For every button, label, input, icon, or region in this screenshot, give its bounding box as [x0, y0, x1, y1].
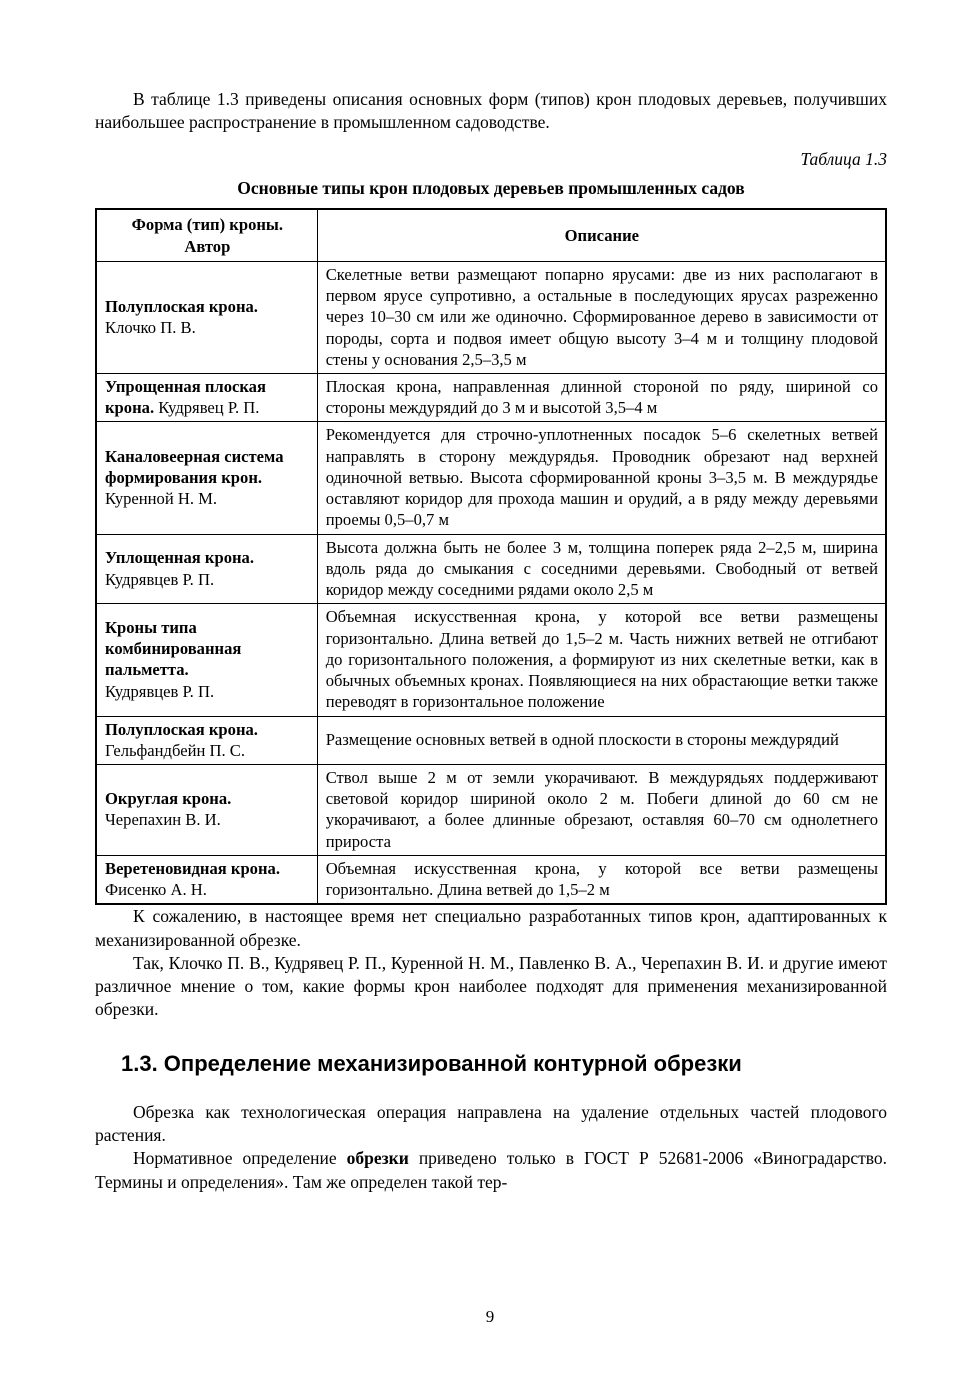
crown-type: Полуплоская крона. [105, 719, 258, 739]
crown-type: Каналовеерная система формирования крон. [105, 446, 284, 487]
crown-type: Веретеновидная крона. [105, 858, 280, 878]
paragraph-pruning-operation: Обрезка как технологическая операция направлена на удаление отдельных частей плодового растения. [95, 1102, 887, 1146]
text-run: приведено только в ГОСТ Р 52681-2006 «Виноградарство. Термины и определения». Там же определен такой тер- [95, 1148, 887, 1192]
text-run: Нормативное определение [133, 1148, 347, 1169]
crown-type: Уплощенная крона. [105, 548, 254, 568]
crown-description: Плоская крона, направленная длинной стороной по ряду, шириной со стороны междурядий до 3 м и высотой 3,5–4 м [317, 374, 886, 422]
crown-author: Черепахин В. И. [105, 810, 221, 830]
crown-type: Кроны типа комбинированная пальметта. [105, 617, 242, 680]
table-row [96, 716, 886, 764]
crown-type-author-cell [96, 716, 317, 764]
crown-type-author-cell [96, 261, 317, 373]
table-row [96, 604, 886, 716]
paragraph-intro: В таблице 1.3 приведены описания основных форм (типов) крон плодовых деревьев, получивших наибольшее распространение в промышленном садоводстве. [95, 89, 887, 133]
crown-type-author-cell [96, 374, 317, 422]
section-heading-1-3: 1.3. Определение механизированной контурной обрезки [121, 1050, 742, 1076]
crown-description: Скелетные ветви размещают попарно ярусами: две из них располагают в первом ярусе супротивно, а остальные в последующих ярусах разреженно через 10–30 см или же одиночно. Сформированное дерево в зависимости от породы, сорта и подвоя имеет общую высоту 3–4 м и толщину плодовой стены у основания 2,5–3,5 м [317, 261, 886, 373]
crown-type: Округлая крона. [105, 789, 232, 809]
crown-author: Фисенко А. Н. [105, 880, 207, 900]
table-row [96, 374, 886, 422]
crown-author: Клочко П. В. [105, 317, 196, 337]
table-body [96, 261, 886, 904]
table-title: Основные типы крон плодовых деревьев промышленных садов [237, 178, 745, 199]
crown-description: Объемная искусственная крона, у которой все ветви размещены горизонтально. Длина ветвей до 1,5–2 м [317, 855, 886, 904]
table-header-form-author [96, 209, 317, 261]
paragraph-gost-definition [95, 1147, 887, 1193]
crown-author: Гельфандбейн П. С. [105, 740, 245, 760]
crown-type-author-cell [96, 422, 317, 534]
paragraph-authors-opinions: Так, Клочко П. В., Кудрявец Р. П., Куренной Н. М., Павленко В. А., Черепахин В. И. и другие имеют различное мнение о том, какие формы крон наиболее подходят для применения механизированной обрезки. [95, 952, 887, 1019]
crown-description: Высота должна быть не более 3 м, толщина поперек ряда 2–2,5 м, ширина вдоль ряда до смыкания с соседними деревьями. Свободный от ветвей коридор между соседними рядами около 2,5 м [317, 534, 886, 604]
crown-author: Кудрявец Р. П. [158, 398, 260, 418]
crown-type: Упрощенная плоская крона. [105, 377, 266, 418]
table-caption-label: Таблица 1.3 [800, 149, 887, 170]
table-row [96, 534, 886, 604]
crown-type-author-cell [96, 604, 317, 716]
table-header [96, 209, 886, 261]
crown-author: Кудрявцев Р. П. [105, 681, 215, 701]
crown-description: Рекомендуется для строчно-уплотненных посадок 5–6 скелетных ветвей направлять в сторону междурядья. Проводник обрезают над верхней одиночной ветвью. Высота сформированной кроны 3–3,5 м. В междурядье оставляют коридор для прохода машин и орудий, а в ряду между деревьями проемы 0,5–0,7 м [317, 422, 886, 534]
crown-description: Объемная искусственная крона, у которой все ветви размещены горизонтально. Длина ветвей до 1,5–2 м. Часть нижних ветвей не отгибают до горизонтального положения, а формируют из них скелетные ветки, как в обычных объемных кронах. Появляющиеся на них обрастающие ветки также переводят в горизонтальное положение [317, 604, 886, 716]
crown-description: Размещение основных ветвей в одной плоскости в стороны междурядий [317, 716, 886, 764]
crown-author: Куренной Н. М. [105, 489, 218, 509]
crown-type-author-cell [96, 534, 317, 604]
header-form-line2: Автор [184, 236, 231, 256]
crown-types-table [95, 208, 887, 905]
crown-type-author-cell [96, 855, 317, 904]
table-header-description: Описание [317, 209, 886, 261]
header-form-line1: Форма (тип) кроны. [131, 215, 284, 235]
crown-description: Ствол выше 2 м от земли укорачивают. В междурядьях поддерживают световой коридор шириной около 2 м. Побеги длиной до 60 см не укорачивают, а более длинные обрезают, оставляя 60–70 см однолетнего прироста [317, 765, 886, 856]
bold-term-obrezki: обрезки [346, 1148, 409, 1169]
crown-author: Кудрявцев Р. П. [105, 569, 215, 589]
table-row [96, 765, 886, 856]
crown-type: Полуплоская крона. [105, 296, 258, 316]
page-number: 9 [485, 1306, 495, 1326]
table-row [96, 422, 886, 534]
table-row [96, 855, 886, 904]
paragraph-regret: К сожалению, в настоящее время нет специально разработанных типов крон, адаптированных к механизированной обрезке. [95, 906, 887, 950]
crown-type-author-cell [96, 765, 317, 856]
table-header-row [96, 209, 886, 261]
table-row [96, 261, 886, 373]
